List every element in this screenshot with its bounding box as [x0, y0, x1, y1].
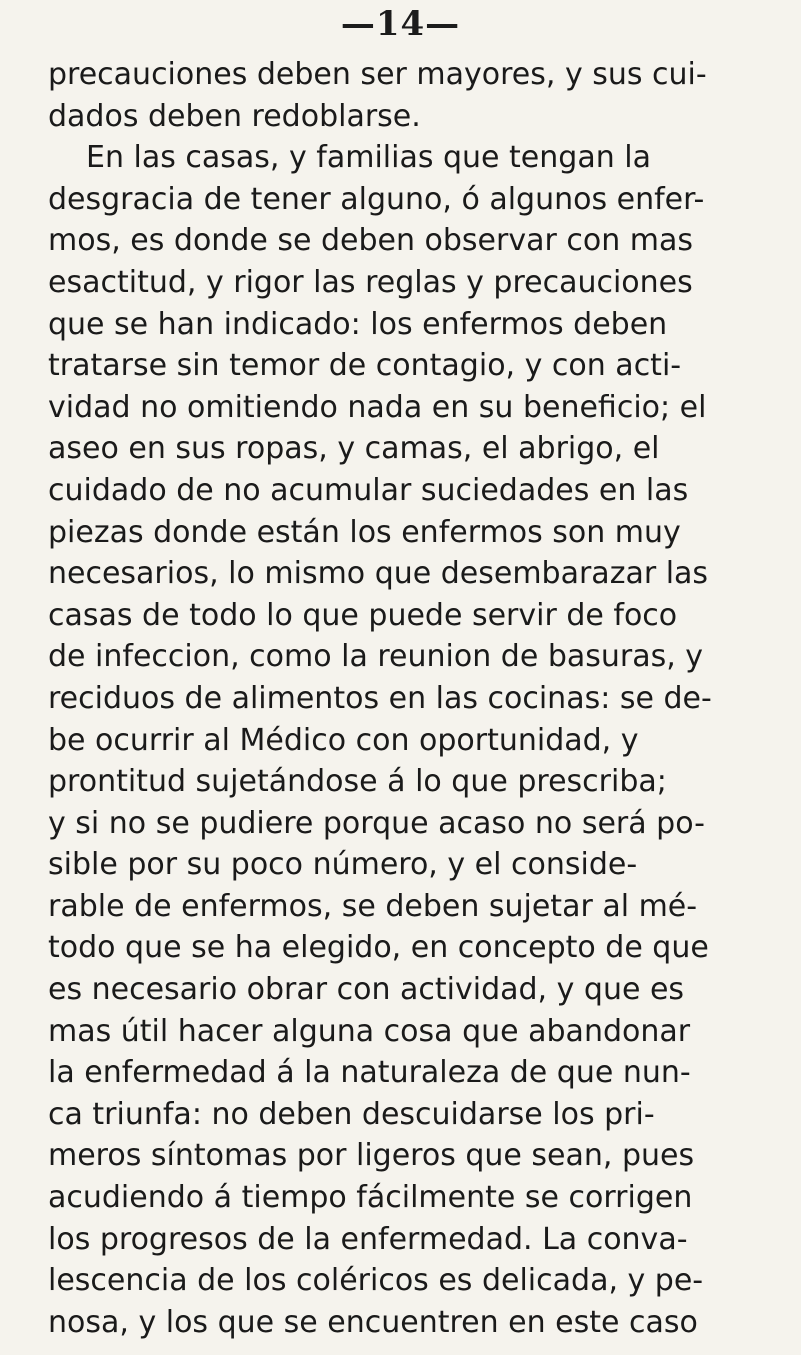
body-text: [48, 54, 788, 1343]
text-line: mas útil hacer alguna cosa que abandonar: [48, 1013, 691, 1049]
text-line: casas de todo lo que puede servir de foco: [48, 597, 678, 633]
text-line: y si no se pudiere porque acaso no será po-: [48, 805, 705, 841]
text-line: es necesario obrar con actividad, y que es: [48, 972, 685, 1008]
text-line: lescencia de los coléricos es delicada, y pe-: [48, 1263, 704, 1299]
text-line: be ocurrir al Médico con oportunidad, y: [48, 722, 639, 758]
page-number: —14—: [340, 4, 461, 44]
text-line: reciduos de alimentos en las cocinas: se de-: [48, 680, 712, 716]
text-line: la enfermedad á la naturaleza de que nun-: [48, 1055, 691, 1091]
text-line: aseo en sus ropas, y camas, el abrigo, el: [48, 431, 660, 467]
text-line: prontitud sujetándose á lo que prescriba;: [48, 764, 667, 800]
text-line: todo que se ha elegido, en concepto de que: [48, 930, 709, 966]
text-line: piezas donde están los enfermos son muy: [48, 514, 681, 550]
text-line: nosa, y los que se encuentren en este caso: [48, 1304, 698, 1340]
text-line: meros síntomas por ligeros que sean, pues: [48, 1138, 695, 1174]
text-line: tratarse sin temor de contagio, y con acti-: [48, 348, 682, 384]
text-line: vidad no omitiendo nada en su beneficio; el: [48, 389, 707, 425]
text-line: dados deben redoblarse.: [48, 98, 421, 134]
text-line: ca triunfa: no deben descuidarse los pri-: [48, 1096, 655, 1132]
text-line: necesarios, lo mismo que desembarazar las: [48, 556, 709, 592]
text-line: sible por su poco número, y el conside-: [48, 847, 638, 883]
text-line: desgracia de tener alguno, ó algunos enfer-: [48, 181, 705, 217]
text-line: En las casas, y familias que tengan la: [86, 140, 651, 176]
text-line: los progresos de la enfermedad. La conva-: [48, 1221, 688, 1257]
text-line: precauciones deben ser mayores, y sus cui-: [48, 57, 707, 92]
text-line: que se han indicado: los enfermos deben: [48, 306, 668, 342]
text-line: acudiendo á tiempo fácilmente se corrigen: [48, 1180, 693, 1216]
text-line: rable de enfermos, se deben sujetar al mé-: [48, 888, 698, 924]
text-line: mos, es donde se deben observar con mas: [48, 223, 693, 259]
text-line: de infeccion, como la reunion de basuras, y: [48, 639, 704, 675]
text-line: esactitud, y rigor las reglas y precauciones: [48, 264, 693, 300]
text-line: cuidado de no acumular suciedades en las: [48, 472, 689, 508]
